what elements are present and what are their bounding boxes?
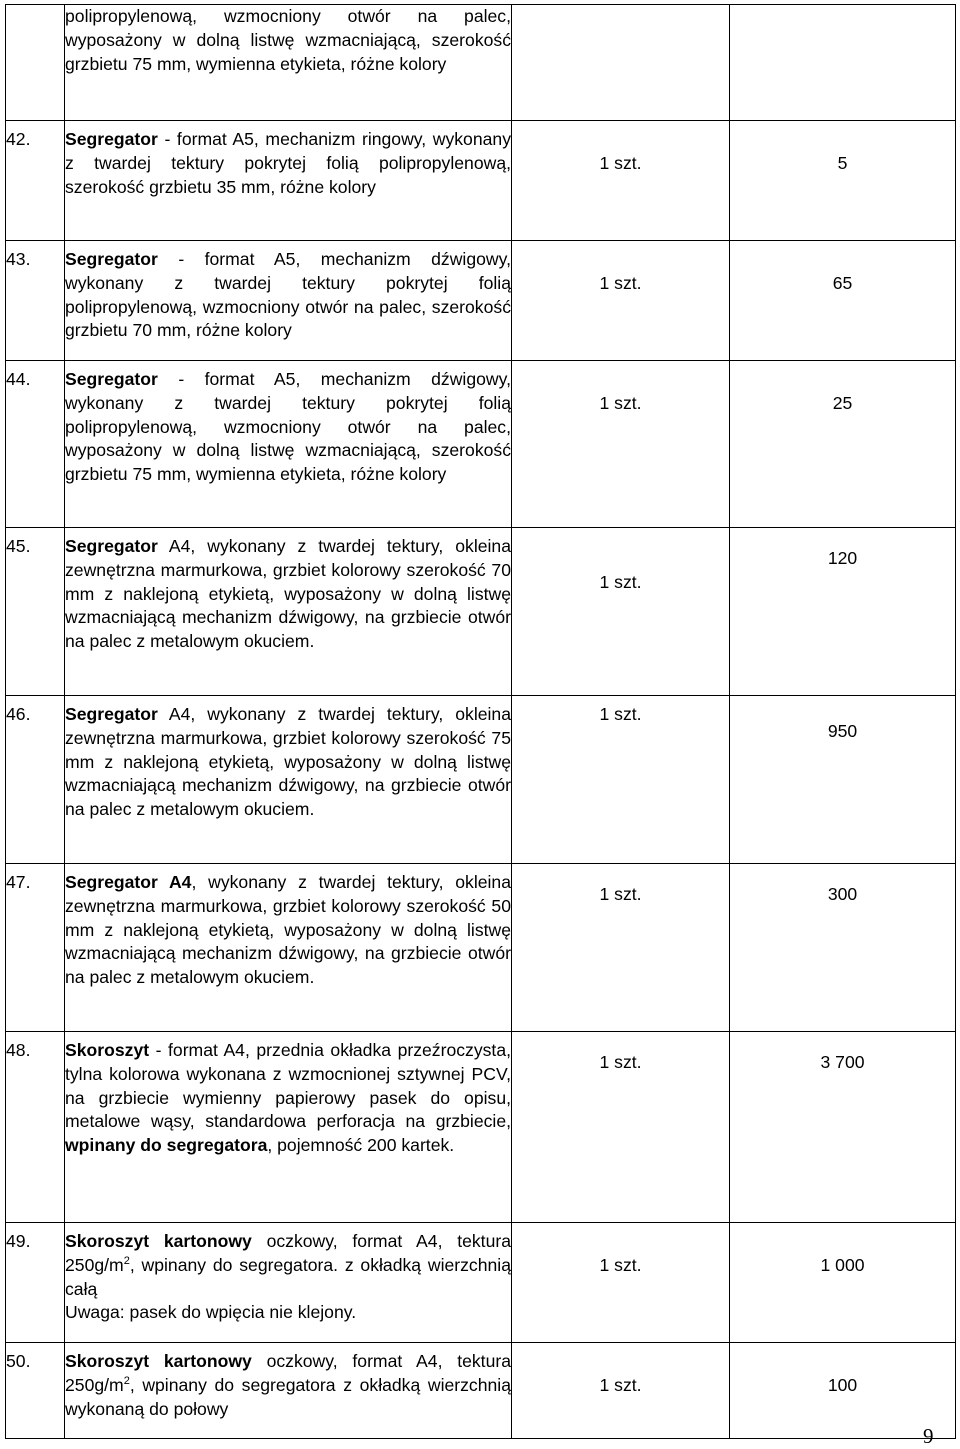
item-description-text: - format A4, przednia okładka przeźroczysta, tylna kolorowa wykonana z wzmocnionej sztywnej PCV, na grzbiecie wymienny papierowy pasek do opisu, metalowe wąsy, standardowa perforacja na grzbiecie, — [65, 1040, 511, 1132]
superscript: 2 — [123, 1254, 130, 1267]
table-row — [6, 361, 956, 528]
item-name-bold: Segregator — [65, 249, 158, 269]
item-description-text: oczkowy, format A4, tektura 250g/m — [65, 1231, 511, 1275]
item-unit: 1 szt. — [599, 884, 642, 904]
item-name-bold: Skoroszyt kartonowy — [65, 1231, 252, 1251]
item-description-text: - format A5, mechanizm dźwigowy, wykonany z twardej tektury pokrytej folią polipropylenową, wzmocniony otwór na palec, szerokość grzbietu 70 mm, różne kolory — [65, 249, 511, 341]
superscript: 2 — [123, 1374, 130, 1387]
item-number: 45. — [6, 536, 31, 556]
item-description — [65, 5, 511, 76]
item-quantity-cell — [730, 5, 956, 121]
table-row — [6, 864, 956, 1032]
item-number: 50. — [6, 1351, 31, 1371]
item-name-bold: Segregator — [65, 536, 158, 556]
item-unit-cell — [512, 5, 730, 121]
item-description-text-2: , wpinany do segregatora z okładką wierzchnią wykonaną do połowy — [65, 1374, 511, 1419]
item-quantity: 950 — [827, 721, 858, 741]
item-unit: 1 szt. — [599, 153, 642, 173]
item-unit: 1 szt. — [599, 1375, 642, 1395]
item-number: 43. — [6, 249, 31, 269]
item-number: 42. — [6, 129, 31, 149]
table-row — [6, 528, 956, 696]
item-description — [65, 703, 511, 822]
item-unit: 1 szt. — [599, 273, 642, 293]
item-description-cell — [65, 5, 512, 121]
item-name-bold: Skoroszyt — [65, 1040, 150, 1060]
page-number: 9 — [923, 1424, 934, 1448]
item-quantity: 300 — [827, 884, 858, 904]
table-row — [6, 696, 956, 864]
table-row — [6, 1223, 956, 1343]
item-number: 44. — [6, 369, 31, 389]
item-unit: 1 szt. — [599, 704, 642, 724]
item-description — [65, 871, 511, 990]
table-row — [6, 1032, 956, 1223]
item-description-text-2: , wpinany do segregatora. z okładką wierzchnią całą Uwaga: pasek do wpięcia nie klejony. — [65, 1254, 511, 1323]
item-description — [65, 1039, 511, 1158]
item-unit: 1 szt. — [599, 393, 642, 413]
item-name-bold: Segregator — [65, 129, 158, 149]
item-number-cell — [6, 5, 65, 121]
table-row — [6, 5, 956, 121]
item-description-text: A4, wykonany z twardej tektury, okleina zewnętrzna marmurkowa, grzbiet kolorowy szerokość 70 mm z naklejoną etykietą, wyposażony w dolną listwę wzmacniającą mechanizm dźwigowy, na grzbiecie otwór na palec z metalowym okuciem. — [65, 536, 511, 652]
table-row — [6, 241, 956, 361]
item-quantity: 5 — [837, 153, 848, 173]
item-quantity: 3 700 — [820, 1052, 865, 1072]
item-name-bold: Segregator A4 — [65, 872, 192, 892]
item-description-text: - format A5, mechanizm dźwigowy, wykonany z twardej tektury pokrytej folią polipropylenową, wzmocniony otwór na palec, wyposażony w dolną listwę wzmacniającą, szerokość grzbietu 75 mm, wymienna etykieta, różne kolory — [65, 369, 511, 485]
item-number: 48. — [6, 1040, 31, 1060]
item-unit: 1 szt. — [599, 1052, 642, 1072]
item-description-text: , wykonany z twardej tektury, okleina zewnętrzna marmurkowa, grzbiet kolorowy szerokość 50 mm z naklejoną etykietą, wyposażony w dolną listwę wzmacniającą mechanizm dźwigowy, na grzbiecie otwór na palec z metalowym okuciem. — [65, 872, 512, 988]
item-number: 47. — [6, 872, 31, 892]
item-description — [65, 248, 511, 343]
item-quantity: 100 — [827, 1375, 858, 1395]
item-quantity: 65 — [832, 273, 853, 293]
item-quantity: 25 — [832, 393, 853, 413]
table-row — [6, 1343, 956, 1439]
item-description — [65, 1230, 511, 1325]
item-unit: 1 szt. — [599, 572, 642, 592]
item-number: 46. — [6, 704, 31, 724]
item-description — [65, 368, 511, 487]
item-name-bold: Skoroszyt kartonowy — [65, 1351, 252, 1371]
item-name-bold: Segregator — [65, 369, 158, 389]
item-description-text-2: , pojemność 200 kartek. — [267, 1135, 455, 1156]
item-name-bold-2: wpinany do segregatora — [65, 1135, 268, 1156]
item-quantity: 120 — [827, 548, 858, 568]
item-description-text: oczkowy, format A4, tektura 250g/m — [65, 1351, 511, 1395]
item-description-text: - format A5, mechanizm ringowy, wykonany z twardej tektury pokrytej folią polipropylenową, szerokość grzbietu 35 mm, różne kolory — [65, 129, 511, 197]
item-description — [65, 1350, 511, 1421]
item-description-text: polipropylenową, wzmocniony otwór na palec, wyposażony w dolną listwę wzmacniającą, szerokość grzbietu 75 mm, wymienna etykieta, różne kolory — [65, 6, 511, 74]
item-name-bold: Segregator — [65, 704, 158, 724]
table-row — [6, 121, 956, 241]
item-number: 49. — [6, 1231, 31, 1251]
item-description — [65, 128, 511, 199]
item-description-text: A4, wykonany z twardej tektury, okleina zewnętrzna marmurkowa, grzbiet kolorowy szerokość 75 mm z naklejoną etykietą, wyposażony w dolną listwę wzmacniającą mechanizm dźwigowy, na grzbiecie otwór na palec z metalowym okuciem. — [65, 704, 511, 820]
item-unit: 1 szt. — [599, 1255, 642, 1275]
item-description — [65, 535, 511, 654]
item-quantity: 1 000 — [820, 1255, 865, 1275]
items-table — [5, 4, 956, 1439]
